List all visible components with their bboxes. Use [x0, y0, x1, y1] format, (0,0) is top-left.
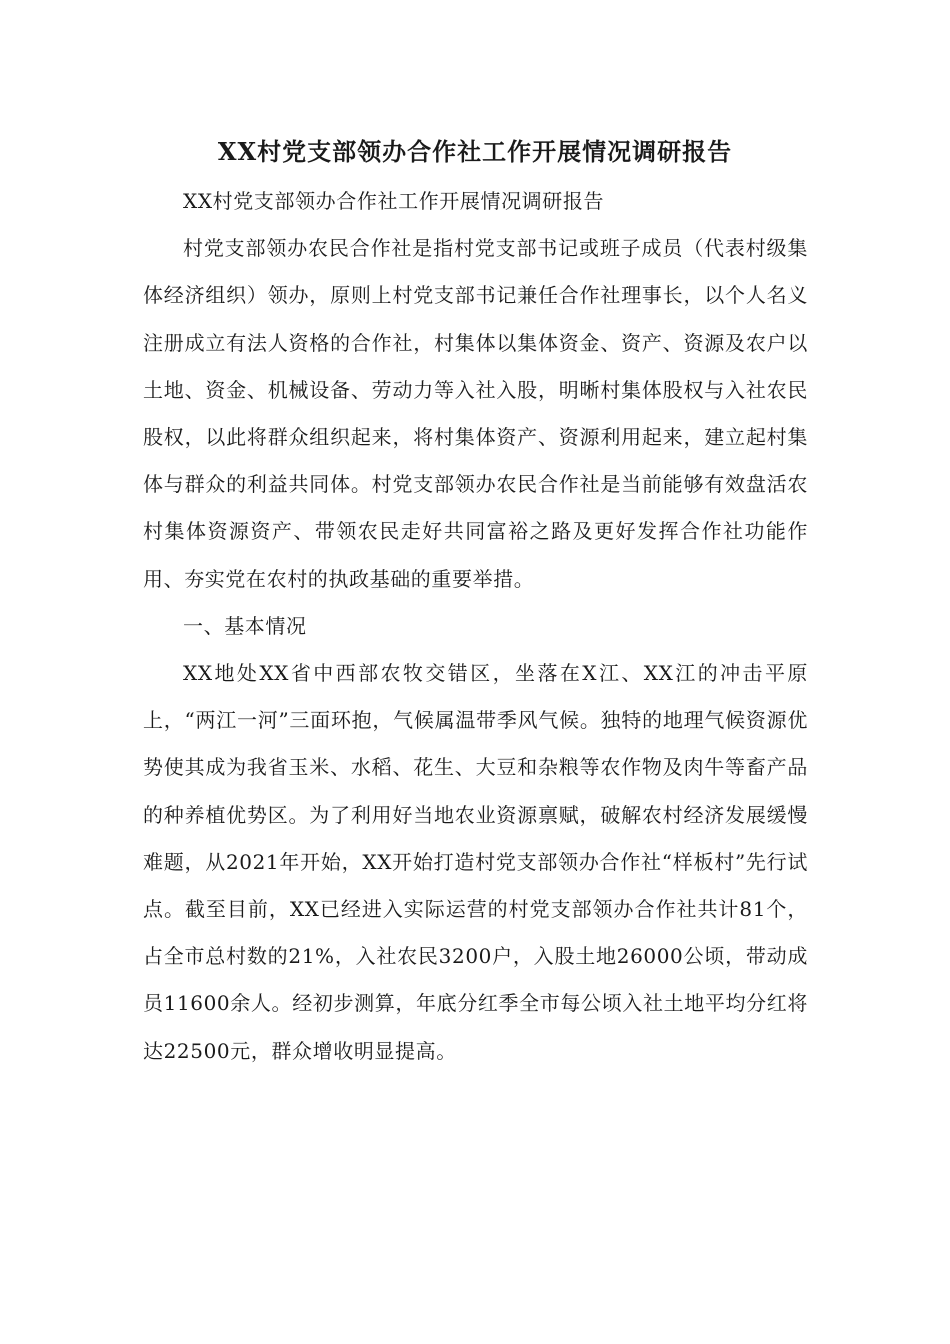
intro-paragraph: 村党支部领办农民合作社是指村党支部书记或班子成员（代表村级集体经济组织）领办，原则上村党支部书记兼任合作社理事长，以个人名义注册成立有法人资格的合作社，村集体以集体资金、资产、资源及农户以土地、资金、机械设备、劳动力等入社入股，明晰村集体股权与入社农民股权，以此将群众组织起来，将村集体资产、资源利用起来，建立起村集体与群众的利益共同体。村党支部领办农民合作社是当前能够有效盘活农村集体资源资产、带领农民走好共同富裕之路及更好发挥合作社功能作用、夯实党在农村的执政基础的重要举措。	[143, 236, 808, 591]
basic-situation-paragraph: XX地处XX省中西部农牧交错区，坐落在X江、XX江的冲击平原上，“两江一河”三面环抱，气候属温带季风气候。独特的地理气候资源优势使其成为我省玉米、水稻、花生、大豆和杂粮等农作物及肉牛等畜产品的种养植优势区。为了利用好当地农业资源禀赋，破解农村经济发展缓慢难题，从2021年开始，XX开始打造村党支部领办合作社“样板村”先行试点。截至目前，XX已经进入实际运营的村党支部领办合作社共计81个，占全市总村数的21%，入社农民3200户，入股土地26000公顷，带动成员11600余人。经初步测算，年底分红季全市每公顷入社土地平均分红将达22500元，群众增收明显提高。	[143, 661, 808, 1063]
subtitle-paragraph: XX村党支部领办合作社工作开展情况调研报告	[183, 189, 605, 213]
document-title: XX村党支部领办合作社工作开展情况调研报告	[217, 137, 733, 166]
section-heading: 一、基本情况	[183, 613, 307, 638]
document-body	[143, 178, 808, 1075]
